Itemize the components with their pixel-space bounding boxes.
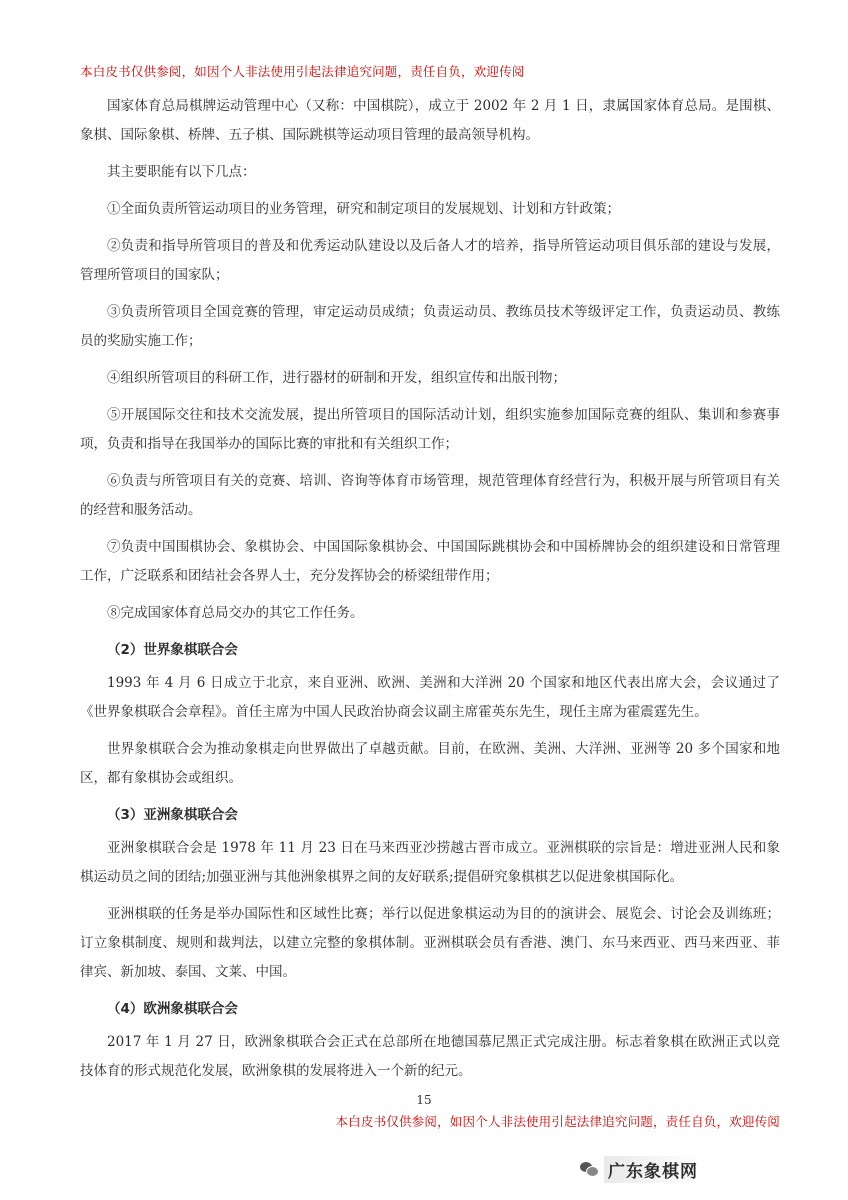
- footer-logo: [580, 1156, 760, 1182]
- paragraph-european-federation-1: 2017 年 1 月 27 日，欧洲象棋联合会正式在总部所在地德国慕尼黑正式完成注册。标志着象棋在欧洲正式以竞技体育的形式规范化发展，欧洲象棋的发展将进入一个新的纪元。: [80, 1034, 780, 1079]
- paragraph-asian-federation-1: 亚洲象棋联合会是 1978 年 11 月 23 日在马来西亚沙捞越古晋市成立。亚洲棋联的宗旨是：增进亚洲人民和象棋运动员之间的团结;加强亚洲与其他洲象棋界之间的友好联系;提倡研究象棋棋艺以促进象棋国际化。: [80, 840, 780, 885]
- paragraph-duty-6: ⑥负责与所管项目有关的竞赛、培训、咨询等体育市场管理，规范管理体育经营行为，积极开展与所管项目有关的经营和服务活动。: [80, 473, 780, 518]
- document-body: [80, 92, 780, 1086]
- paragraph-duty-3: ③负责所管项目全国竞赛的管理，审定运动员成绩；负责运动员、教练员技术等级评定工作，负责运动员、教练员的奖励实施工作；: [80, 304, 780, 349]
- paragraph-duty-8: ⑧完成国家体育总局交办的其它工作任务。: [107, 605, 364, 621]
- paragraph-world-federation-1: 1993 年 4 月 6 日成立于北京，来自亚洲、欧洲、美洲和大洋洲 20 个国家和地区代表出席大会，会议通过了《世界象棋联合会章程》。首任主席为中国人民政治协商会议副主席霍英东先生，现任主席为霍震霆先生。: [80, 675, 780, 720]
- page-number: 15: [416, 1093, 432, 1107]
- disclaimer-bottom: 本白皮书仅供参阅，如因个人非法使用引起法律追究问题，责任自负，欢迎传阅: [335, 1114, 780, 1129]
- paragraph-duty-7: ⑦负责中国围棋协会、象棋协会、中国国际象棋协会、中国国际跳棋协会和中国桥牌协会的组织建设和日常管理工作，广泛联系和团结社会各界人士，充分发挥协会的桥梁纽带作用；: [80, 539, 780, 584]
- paragraph-duty-2: ②负责和指导所管项目的普及和优秀运动队建设以及后备人才的培养，指导所管运动项目俱乐部的建设与发展，管理所管项目的国家队；: [80, 238, 780, 283]
- paragraph-world-federation-2: 世界象棋联合会为推动象棋走向世界做出了卓越贡献。目前，在欧洲、美洲、大洋洲、亚洲等 20 多个国家和地区，都有象棋协会或组织。: [80, 741, 780, 786]
- paragraph-duty-4: ④组织所管项目的科研工作，进行器材的研制和开发，组织宣传和出版刊物；: [107, 370, 566, 386]
- section-heading-world-federation: （2）世界象棋联合会: [107, 642, 238, 658]
- paragraph-asian-federation-2: 亚洲棋联的任务是举办国际性和区域性比赛；举行以促进象棋运动为目的的演讲会、展览会、讨论会及训练班；订立象棋制度、规则和裁判法，以建立完整的象棋体制。亚洲棋联会员有香港、澳门、东马来西亚、西马来西亚、菲律宾、新加坡、泰国、文莱、中国。: [80, 906, 780, 980]
- paragraph-duties-heading: 其主要职能有以下几点：: [107, 164, 256, 180]
- paragraph-duty-1: ①全面负责所管运动项目的业务管理，研究和制定项目的发展规划、计划和方针政策；: [107, 201, 620, 217]
- section-heading-asian-federation: （3）亚洲象棋联合会: [107, 807, 238, 823]
- wechat-icon: [580, 1161, 598, 1177]
- disclaimer-top: 本白皮书仅供参阅，如因个人非法使用引起法律追究问题，责任自负，欢迎传阅: [80, 64, 525, 79]
- paragraph-intro: 国家体育总局棋牌运动管理中心（又称：中国棋院），成立于 2002 年 2 月 1 日，隶属国家体育总局。是围棋、象棋、国际象棋、桥牌、五子棋、国际跳棋等运动项目管理的最高领导机构。: [80, 98, 780, 143]
- section-heading-european-federation: （4）欧洲象棋联合会: [107, 1001, 238, 1017]
- logo-text: 广东象棋网: [604, 1156, 702, 1183]
- paragraph-duty-5: ⑤开展国际交往和技术交流发展，提出所管项目的国际活动计划，组织实施参加国际竞赛的组队、集训和参赛事项，负责和指导在我国举办的国际比赛的审批和有关组织工作；: [80, 407, 780, 452]
